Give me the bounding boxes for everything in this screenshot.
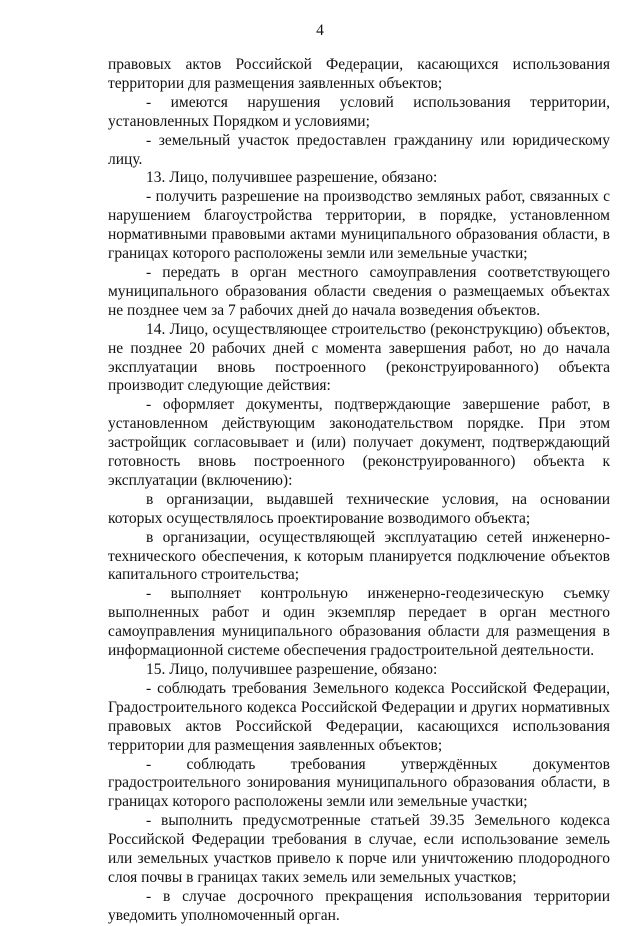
paragraph: - выполняет контрольную инженерно-геодезическую съемку выполненных работ и один экземпляр передает в орган местного самоуправления муниципального образования области для размещения в информационной системе обеспечения градостроительной деятельности. bbox=[108, 585, 610, 660]
paragraph: - имеются нарушения условий использования территории, установленных Порядком и условиями; bbox=[108, 93, 610, 130]
paragraph: - получить разрешение на производство земляных работ, связанных с нарушением благоустройства территории, в порядке, установленном нормативными правовыми актами муниципального образования области, в границах которого расположены земли или земельные участки; bbox=[108, 188, 610, 263]
paragraph: в организации, выдавшей технические условия, на основании которых осуществлялось проектирование возводимого объекта; bbox=[108, 490, 610, 527]
paragraph: - передать в орган местного самоуправления соответствующего муниципального образования области сведения о размещаемых объектах не позднее чем за 7 рабочих дней до начала возведения объектов. bbox=[108, 263, 610, 319]
paragraph: в организации, осуществляющей эксплуатацию сетей инженерно-технического обеспечения, к которым планируется подключение объектов капитального строительства; bbox=[108, 528, 610, 584]
paragraph: - соблюдать требования Земельного кодекса Российской Федерации, Градостроительного кодекса Российской Федерации и других нормативных правовых актов Российской Федерации, касающихся использования территории для размещения заявленных объектов; bbox=[108, 679, 610, 754]
paragraph: - земельный участок предоставлен гражданину или юридическому лицу. bbox=[108, 131, 610, 168]
section-heading-15: 15. Лицо, получившее разрешение, обязано: bbox=[146, 661, 438, 678]
document-body bbox=[108, 56, 610, 926]
paragraph: - оформляет документы, подтверждающие завершение работ, в установленном действующим законодательством порядке. При этом застройщик согласовывает и (или) получает документ, подтверждающий готовность вновь построенного (реконструированного) объекта к эксплуатации (включению): bbox=[108, 396, 610, 489]
paragraph-continuation: правовых актов Российской Федерации, касающихся использования территории для размещения заявленных объектов; bbox=[108, 56, 610, 92]
paragraph: - в случае досрочного прекращения использования территории уведомить уполномоченный орган. bbox=[108, 887, 610, 924]
section-heading-13: 13. Лицо, получившее разрешение, обязано: bbox=[146, 169, 438, 187]
paragraph: - выполнить предусмотренные статьей 39.35 Земельного кодекса Российской Федерации требования в случае, если использование земель или земельных участков привело к порче или уничтожению плодородного слоя почвы в границах таких земель или земельных участков; bbox=[108, 812, 610, 886]
paragraph: - соблюдать требования утверждённых документов градостроительного зонирования муниципального образования области, в границах которого расположены земли или земельные участки; bbox=[108, 755, 610, 811]
section-heading-14: 14. Лицо, осуществляющее строительство (реконструкцию) объектов, не позднее 20 рабочих дней с момента завершения работ, но до начала эксплуатации вновь построенного (реконструированного) объекта производит следующие действия: bbox=[108, 320, 610, 395]
page-number: 4 bbox=[316, 22, 324, 39]
